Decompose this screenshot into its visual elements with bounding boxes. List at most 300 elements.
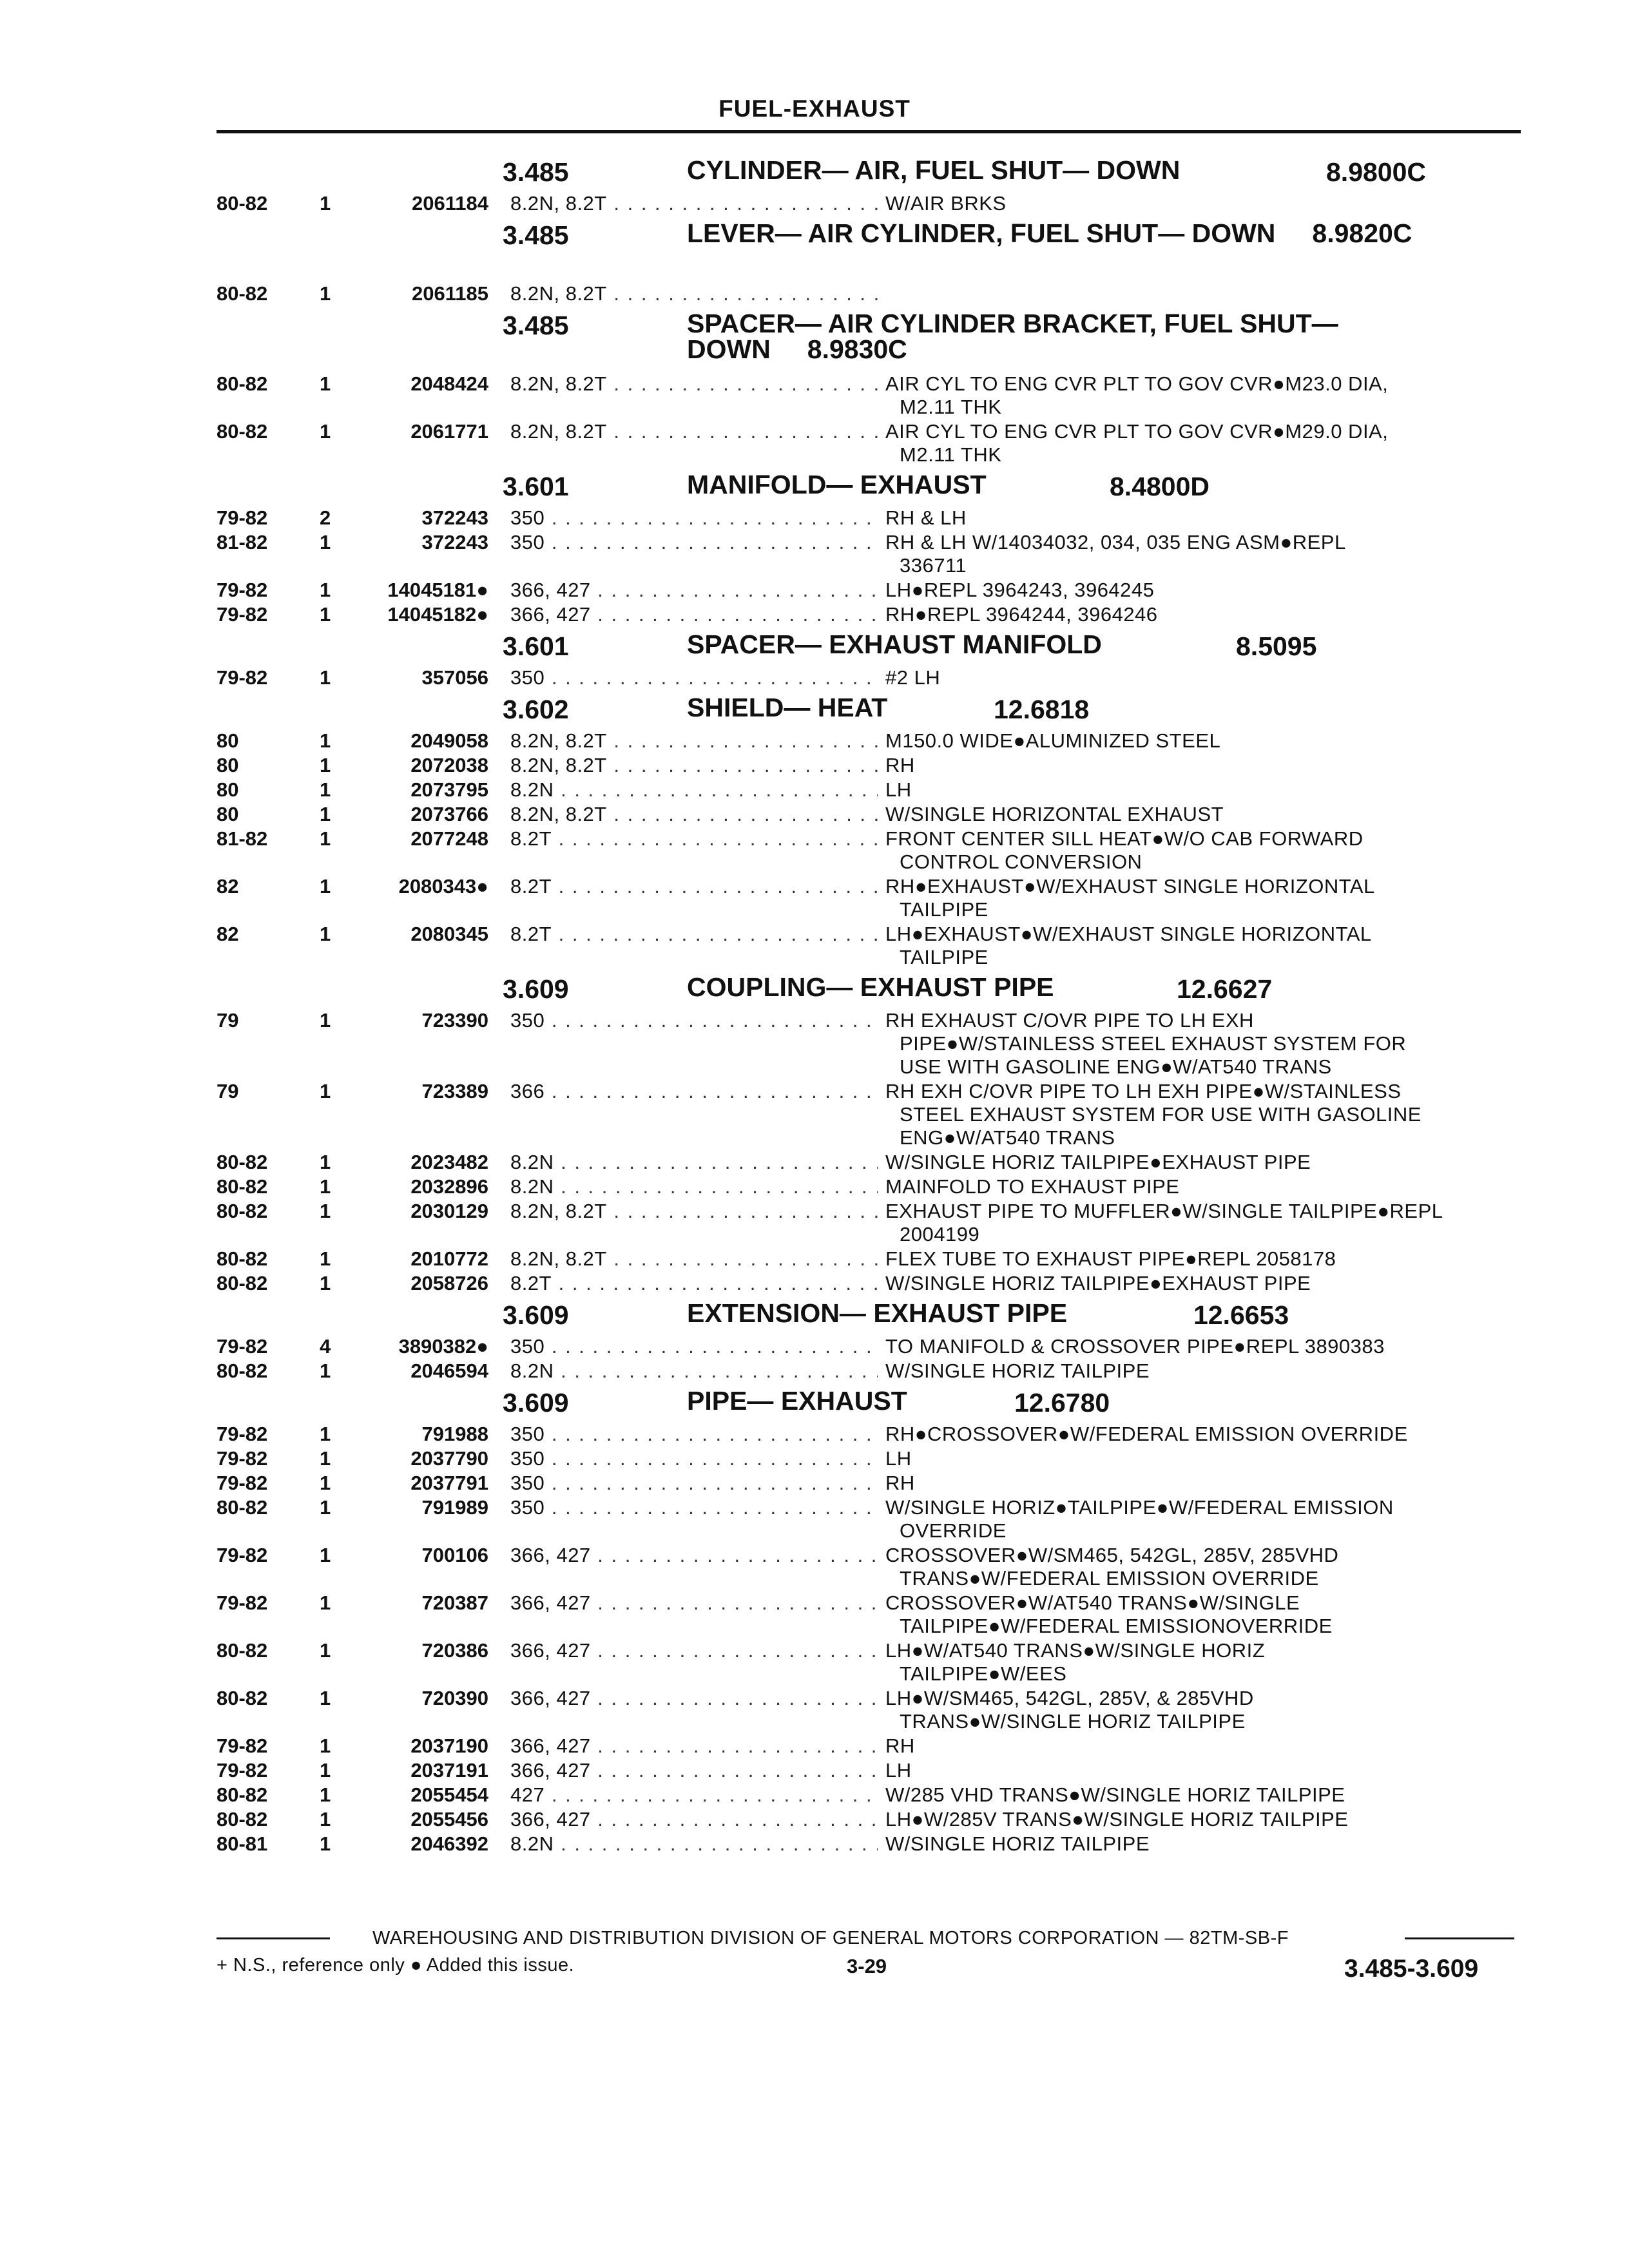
part-row xyxy=(0,1759,1629,1782)
part-row xyxy=(0,923,1629,969)
description-line: STEEL EXHAUST SYSTEM FOR USE WITH GASOLINE xyxy=(900,1103,1422,1126)
catalog-section xyxy=(0,1300,1629,1383)
part-row xyxy=(0,1639,1629,1686)
engine-codes: 8.2N, 8.2T . . . xyxy=(510,420,878,443)
part-description xyxy=(885,754,1530,777)
engine-codes: 350 . . . xyxy=(510,1335,878,1358)
description-line: TAILPIPE●W/EES xyxy=(900,1662,1067,1685)
engine-codes: 350 . . . xyxy=(510,1472,878,1495)
part-row xyxy=(0,1591,1629,1638)
section-title xyxy=(687,631,1473,657)
section-code: 12.6818 xyxy=(994,695,1090,724)
quantity: 1 xyxy=(320,579,331,601)
description-line: USE WITH GASOLINE ENG●W/AT540 TRANS xyxy=(900,1055,1332,1078)
model-years: 80 xyxy=(217,729,239,752)
catalog-section xyxy=(0,220,1629,305)
part-number: 372243 xyxy=(421,531,488,553)
part-row xyxy=(0,506,1629,530)
section-code: 12.6780 xyxy=(1014,1388,1110,1418)
engine-codes: 350 . . . xyxy=(510,531,878,554)
part-row xyxy=(0,1832,1629,1856)
part-description xyxy=(885,420,1530,466)
description-line: TAILPIPE xyxy=(900,898,988,921)
quantity: 1 xyxy=(320,1447,331,1470)
quantity: 1 xyxy=(320,754,331,776)
engine-codes: 8.2N, 8.2T . . . xyxy=(510,282,878,305)
quantity: 1 xyxy=(320,666,331,689)
part-row xyxy=(0,1175,1629,1198)
description-line: M150.0 WIDE●ALUMINIZED STEEL xyxy=(885,729,1221,752)
catalog-section xyxy=(0,974,1629,1295)
description-line: RH xyxy=(885,754,915,776)
section-code: 12.6627 xyxy=(1177,974,1273,1004)
section-title-text: SPACER— EXHAUST MANIFOLD xyxy=(687,629,1102,659)
section-code: 8.9820C xyxy=(1312,218,1412,248)
part-row xyxy=(0,531,1629,577)
description-line: RH●CROSSOVER●W/FEDERAL EMISSION OVERRIDE xyxy=(885,1423,1408,1445)
part-description xyxy=(885,1832,1530,1856)
part-number: 2046392 xyxy=(410,1832,488,1855)
section-header xyxy=(0,1388,1629,1420)
section-title-text: SHIELD— HEAT xyxy=(687,693,888,722)
description-line: CROSSOVER●W/SM465, 542GL, 285V, 285VHD xyxy=(885,1544,1339,1566)
part-number: 723390 xyxy=(421,1009,488,1032)
part-number: 14045182● xyxy=(387,603,488,626)
section-number: 3.601 xyxy=(503,631,569,661)
section-code: 8.9830C xyxy=(807,334,907,364)
part-row xyxy=(0,729,1629,753)
engine-codes: 350 . . . xyxy=(510,506,878,530)
quantity: 2 xyxy=(320,506,331,529)
part-number: 2061184 xyxy=(412,192,488,215)
part-row xyxy=(0,1151,1629,1174)
description-line: AIR CYL TO ENG CVR PLT TO GOV CVR●M29.0 DIA, xyxy=(885,420,1389,443)
quantity: 1 xyxy=(320,1080,331,1102)
part-number: 357056 xyxy=(421,666,488,689)
catalog-section xyxy=(0,695,1629,969)
section-title-text: MANIFOLD— EXHAUST xyxy=(687,470,987,499)
model-years: 80-82 xyxy=(217,1247,268,1270)
section-code: 8.5095 xyxy=(1236,631,1317,661)
part-number: 2046594 xyxy=(410,1360,488,1382)
part-row xyxy=(0,1360,1629,1383)
part-row xyxy=(0,803,1629,826)
model-years: 80-81 xyxy=(217,1832,268,1855)
model-years: 80-82 xyxy=(217,192,268,215)
description-line: RH●REPL 3964244, 3964246 xyxy=(885,603,1158,626)
header-rule xyxy=(217,130,1521,133)
engine-codes: 8.2N . . . xyxy=(510,1175,878,1198)
section-title xyxy=(687,220,1473,246)
part-number: 2080345 xyxy=(410,923,488,945)
catalog-section xyxy=(0,157,1629,215)
part-row xyxy=(0,1496,1629,1542)
description-line: 2004199 xyxy=(900,1223,980,1245)
description-line: W/SINGLE HORIZ●TAILPIPE●W/FEDERAL EMISSION xyxy=(885,1496,1394,1519)
part-description xyxy=(885,531,1530,577)
part-description xyxy=(885,506,1530,530)
part-row xyxy=(0,1200,1629,1246)
description-line: M2.11 THK xyxy=(900,396,1002,418)
part-description xyxy=(885,1472,1530,1495)
description-line: W/SINGLE HORIZ TAILPIPE●EXHAUST PIPE xyxy=(885,1151,1311,1173)
quantity: 4 xyxy=(320,1335,331,1358)
quantity: 1 xyxy=(320,192,331,215)
quantity: 1 xyxy=(320,1639,331,1662)
description-line: LH●EXHAUST●W/EXHAUST SINGLE HORIZONTAL xyxy=(885,923,1372,945)
section-header xyxy=(0,472,1629,504)
section-title-text: COUPLING— EXHAUST PIPE xyxy=(687,972,1054,1002)
quantity: 1 xyxy=(320,778,331,801)
section-title xyxy=(687,1300,1473,1326)
description-line: W/SINGLE HORIZONTAL EXHAUST xyxy=(885,803,1224,825)
page-title: FUEL-EXHAUST xyxy=(718,95,911,122)
section-number: 3.609 xyxy=(503,1388,569,1418)
footer-corporation: WAREHOUSING AND DISTRIBUTION DIVISION OF GENERAL MOTORS CORPORATION — 82TM-SB-F xyxy=(372,1928,1289,1948)
description-line: LH xyxy=(885,1447,912,1470)
part-number: 2037191 xyxy=(410,1759,488,1782)
part-row xyxy=(0,1783,1629,1807)
section-code: 12.6653 xyxy=(1193,1300,1289,1330)
part-number: 720387 xyxy=(421,1591,488,1614)
part-row xyxy=(0,1687,1629,1733)
engine-codes: 350 . . . xyxy=(510,1496,878,1519)
engine-codes: 350 . . . xyxy=(510,1009,878,1032)
section-number: 3.485 xyxy=(503,220,569,250)
part-number: 2037190 xyxy=(410,1735,488,1757)
section-range: 3.485-3.609 xyxy=(1344,1955,1479,1983)
engine-codes: 8.2N, 8.2T . . . xyxy=(510,729,878,753)
quantity: 1 xyxy=(320,1544,331,1566)
part-description xyxy=(885,1496,1530,1542)
model-years: 79-82 xyxy=(217,1591,268,1614)
description-line: M2.11 THK xyxy=(900,443,1002,466)
description-line: TRANS●W/SINGLE HORIZ TAILPIPE xyxy=(900,1710,1246,1733)
model-years: 80 xyxy=(217,778,239,801)
model-years: 79-82 xyxy=(217,666,268,689)
part-description xyxy=(885,1200,1530,1246)
part-description xyxy=(885,1544,1530,1590)
part-row xyxy=(0,1808,1629,1831)
section-title xyxy=(687,311,1473,362)
section-header xyxy=(0,311,1629,370)
engine-codes: 366, 427 . . . xyxy=(510,1639,878,1662)
model-years: 81-82 xyxy=(217,827,268,850)
engine-codes: 8.2T . . . xyxy=(510,1272,878,1295)
part-number: 2055454 xyxy=(410,1783,488,1806)
model-years: 79-82 xyxy=(217,603,268,626)
part-description xyxy=(885,579,1530,602)
part-description xyxy=(885,1783,1530,1807)
part-number: 2061185 xyxy=(412,282,488,305)
part-number: 2049058 xyxy=(410,729,488,752)
part-number: 2023482 xyxy=(410,1151,488,1173)
part-row xyxy=(0,1735,1629,1758)
engine-codes: 366, 427 . . . xyxy=(510,1544,878,1567)
section-code: 8.9800C xyxy=(1326,157,1427,187)
part-number: 2061771 xyxy=(410,420,488,443)
part-number: 2037790 xyxy=(410,1447,488,1470)
description-line: CONTROL CONVERSION xyxy=(900,850,1142,873)
section-header xyxy=(0,631,1629,664)
footer-note: + N.S., reference only ● Added this issue. xyxy=(217,1955,575,1975)
quantity: 1 xyxy=(320,603,331,626)
part-row xyxy=(0,1335,1629,1358)
part-number: 2055456 xyxy=(410,1808,488,1831)
engine-codes: 366, 427 . . . xyxy=(510,603,878,626)
model-years: 79-82 xyxy=(217,1735,268,1757)
model-years: 80-82 xyxy=(217,1360,268,1382)
quantity: 1 xyxy=(320,282,331,305)
section-header xyxy=(0,1300,1629,1332)
part-description xyxy=(885,1423,1530,1446)
part-description xyxy=(885,778,1530,802)
engine-codes: 366, 427 . . . xyxy=(510,1759,878,1782)
model-years: 80-82 xyxy=(217,1687,268,1709)
part-description xyxy=(885,603,1530,626)
part-number: 3890382● xyxy=(398,1335,488,1358)
engine-codes: 427 . . . xyxy=(510,1783,878,1807)
part-description xyxy=(885,1591,1530,1638)
quantity: 1 xyxy=(320,372,331,395)
part-number: 2037791 xyxy=(410,1472,488,1494)
part-number: 372243 xyxy=(421,506,488,529)
part-row xyxy=(0,666,1629,689)
model-years: 80 xyxy=(217,803,239,825)
section-title-text: LEVER— AIR CYLINDER, FUEL SHUT— DOWN xyxy=(687,218,1276,248)
section-title-text: SPACER— AIR CYLINDER BRACKET, FUEL SHUT— DOWN xyxy=(687,309,1338,364)
description-line: LH xyxy=(885,778,912,801)
description-line: AIR CYL TO ENG CVR PLT TO GOV CVR●M23.0 DIA, xyxy=(885,372,1389,395)
section-header xyxy=(0,974,1629,1006)
section-header xyxy=(0,220,1629,280)
part-row xyxy=(0,1272,1629,1295)
description-line: ENG●W/AT540 TRANS xyxy=(900,1126,1115,1149)
quantity: 1 xyxy=(320,1009,331,1032)
part-description xyxy=(885,923,1530,969)
part-number: 14045181● xyxy=(387,579,488,601)
engine-codes: 366, 427 . . . xyxy=(510,579,878,602)
section-number: 3.609 xyxy=(503,1300,569,1330)
description-line: 336711 xyxy=(900,554,967,577)
section-code: 8.4800D xyxy=(1110,472,1210,501)
part-number: 2032896 xyxy=(410,1175,488,1198)
section-header xyxy=(0,695,1629,727)
section-number: 3.602 xyxy=(503,695,569,724)
part-row xyxy=(0,1447,1629,1470)
model-years: 79 xyxy=(217,1080,239,1102)
engine-codes: 8.2N, 8.2T . . . xyxy=(510,803,878,826)
part-number: 2073766 xyxy=(410,803,488,825)
description-line: LH●W/AT540 TRANS●W/SINGLE HORIZ xyxy=(885,1639,1266,1662)
footer-rule-left xyxy=(217,1937,330,1939)
catalog-section xyxy=(0,1388,1629,1856)
engine-codes: 8.2N . . . xyxy=(510,1151,878,1174)
model-years: 79 xyxy=(217,1009,239,1032)
model-years: 80-82 xyxy=(217,1783,268,1806)
quantity: 1 xyxy=(320,1735,331,1757)
part-number: 2073795 xyxy=(410,778,488,801)
part-description xyxy=(885,875,1530,921)
description-line: RH xyxy=(885,1472,915,1494)
engine-codes: 8.2N, 8.2T . . . xyxy=(510,372,878,396)
description-line: PIPE●W/STAINLESS STEEL EXHAUST SYSTEM FOR xyxy=(900,1032,1407,1055)
description-line: TRANS●W/FEDERAL EMISSION OVERRIDE xyxy=(900,1567,1319,1590)
description-line: LH●REPL 3964243, 3964245 xyxy=(885,579,1155,601)
section-title xyxy=(687,974,1473,1000)
engine-codes: 8.2N . . . xyxy=(510,778,878,802)
part-number: 2048424 xyxy=(410,372,488,395)
part-number: 2080343● xyxy=(398,875,488,898)
section-number: 3.609 xyxy=(503,974,569,1004)
part-number: 791989 xyxy=(421,1496,488,1519)
description-line: LH●W/285V TRANS●W/SINGLE HORIZ TAILPIPE xyxy=(885,1808,1349,1831)
part-row xyxy=(0,875,1629,921)
part-number: 791988 xyxy=(421,1423,488,1445)
description-line: TO MANIFOLD & CROSSOVER PIPE●REPL 3890383 xyxy=(885,1335,1385,1358)
quantity: 1 xyxy=(320,1832,331,1855)
engine-codes: 366 . . . xyxy=(510,1080,878,1103)
part-description xyxy=(885,1272,1530,1295)
description-line: FRONT CENTER SILL HEAT●W/O CAB FORWARD xyxy=(885,827,1364,850)
parts-list xyxy=(0,152,1629,1857)
engine-codes: 366, 427 . . . xyxy=(510,1591,878,1615)
quantity: 1 xyxy=(320,1472,331,1494)
description-line: FLEX TUBE TO EXHAUST PIPE●REPL 2058178 xyxy=(885,1247,1336,1270)
description-line: RH EXH C/OVR PIPE TO LH EXH PIPE●W/STAINLESS xyxy=(885,1080,1402,1102)
model-years: 80 xyxy=(217,754,239,776)
description-line: RH & LH xyxy=(885,506,967,529)
description-line: CROSSOVER●W/AT540 TRANS●W/SINGLE xyxy=(885,1591,1300,1614)
part-row xyxy=(0,1080,1629,1149)
part-row xyxy=(0,1009,1629,1079)
part-description xyxy=(885,666,1530,689)
quantity: 1 xyxy=(320,729,331,752)
catalog-section xyxy=(0,631,1629,689)
model-years: 80-82 xyxy=(217,1639,268,1662)
part-description xyxy=(885,1687,1530,1733)
part-description xyxy=(885,372,1530,419)
engine-codes: 8.2N, 8.2T . . . xyxy=(510,192,878,215)
quantity: 1 xyxy=(320,923,331,945)
section-header xyxy=(0,157,1629,189)
quantity: 1 xyxy=(320,1591,331,1614)
part-description xyxy=(885,1335,1530,1358)
engine-codes: 8.2N . . . xyxy=(510,1360,878,1383)
part-description xyxy=(885,1151,1530,1174)
part-row xyxy=(0,1544,1629,1590)
model-years: 79-82 xyxy=(217,1447,268,1470)
part-number: 720390 xyxy=(421,1687,488,1709)
description-line: W/285 VHD TRANS●W/SINGLE HORIZ TAILPIPE xyxy=(885,1783,1345,1806)
engine-codes: 8.2T . . . xyxy=(510,875,878,898)
part-description xyxy=(885,1080,1530,1149)
quantity: 1 xyxy=(320,531,331,553)
description-line: LH xyxy=(885,1759,912,1782)
quantity: 1 xyxy=(320,1247,331,1270)
quantity: 1 xyxy=(320,1783,331,1806)
engine-codes: 8.2T . . . xyxy=(510,923,878,946)
quantity: 1 xyxy=(320,1423,331,1445)
description-line: W/SINGLE HORIZ TAILPIPE xyxy=(885,1360,1150,1382)
description-line xyxy=(885,282,1530,305)
quantity: 1 xyxy=(320,1360,331,1382)
quantity: 1 xyxy=(320,420,331,443)
part-description xyxy=(885,1247,1530,1271)
model-years: 79-82 xyxy=(217,1335,268,1358)
part-number: 2077248 xyxy=(410,827,488,850)
part-row xyxy=(0,192,1629,215)
engine-codes: 350 . . . xyxy=(510,666,878,689)
part-number: 2072038 xyxy=(410,754,488,776)
engine-codes: 8.2N, 8.2T . . . xyxy=(510,754,878,777)
part-description xyxy=(885,1759,1530,1782)
part-row xyxy=(0,778,1629,802)
part-description xyxy=(885,1808,1530,1831)
engine-codes: 8.2N, 8.2T . . . xyxy=(510,1247,878,1271)
model-years: 80-82 xyxy=(217,282,268,305)
model-years: 79-82 xyxy=(217,506,268,529)
model-years: 80-82 xyxy=(217,372,268,395)
model-years: 81-82 xyxy=(217,531,268,553)
part-description xyxy=(885,1009,1530,1079)
part-description xyxy=(885,803,1530,826)
model-years: 79-82 xyxy=(217,579,268,601)
part-row xyxy=(0,282,1629,305)
model-years: 82 xyxy=(217,923,239,945)
engine-codes: 8.2N, 8.2T . . . xyxy=(510,1200,878,1223)
part-number: 2030129 xyxy=(410,1200,488,1222)
quantity: 1 xyxy=(320,1687,331,1709)
description-line: TAILPIPE xyxy=(900,946,988,968)
quantity: 1 xyxy=(320,803,331,825)
model-years: 80-82 xyxy=(217,1151,268,1173)
engine-codes: 366, 427 . . . xyxy=(510,1735,878,1758)
part-number: 2058726 xyxy=(410,1272,488,1294)
engine-codes: 8.2N . . . xyxy=(510,1832,878,1856)
model-years: 79-82 xyxy=(217,1544,268,1566)
description-line: #2 LH xyxy=(885,666,941,689)
section-number: 3.601 xyxy=(503,472,569,501)
part-number: 700106 xyxy=(421,1544,488,1566)
engine-codes: 8.2T . . . xyxy=(510,827,878,850)
part-description xyxy=(885,1735,1530,1758)
description-line: W/SINGLE HORIZ TAILPIPE xyxy=(885,1832,1150,1855)
catalog-section xyxy=(0,472,1629,626)
part-description xyxy=(885,827,1530,874)
part-row xyxy=(0,372,1629,419)
footer-rule-right xyxy=(1405,1937,1514,1939)
section-number: 3.485 xyxy=(503,157,569,187)
model-years: 79-82 xyxy=(217,1759,268,1782)
model-years: 80-82 xyxy=(217,1808,268,1831)
section-title-text: PIPE— EXHAUST xyxy=(687,1386,907,1416)
part-number: 2010772 xyxy=(410,1247,488,1270)
engine-codes: 366, 427 . . . xyxy=(510,1687,878,1710)
page-number: 3-29 xyxy=(847,1955,887,1977)
model-years: 79-82 xyxy=(217,1472,268,1494)
quantity: 1 xyxy=(320,1175,331,1198)
part-description xyxy=(885,729,1530,753)
description-line: LH●W/SM465, 542GL, 285V, & 285VHD xyxy=(885,1687,1254,1709)
part-row xyxy=(0,603,1629,626)
section-number: 3.485 xyxy=(503,311,569,340)
part-row xyxy=(0,1423,1629,1446)
part-row xyxy=(0,1247,1629,1271)
description-line: W/SINGLE HORIZ TAILPIPE●EXHAUST PIPE xyxy=(885,1272,1311,1294)
catalog-section xyxy=(0,311,1629,466)
description-line: MAINFOLD TO EXHAUST PIPE xyxy=(885,1175,1180,1198)
